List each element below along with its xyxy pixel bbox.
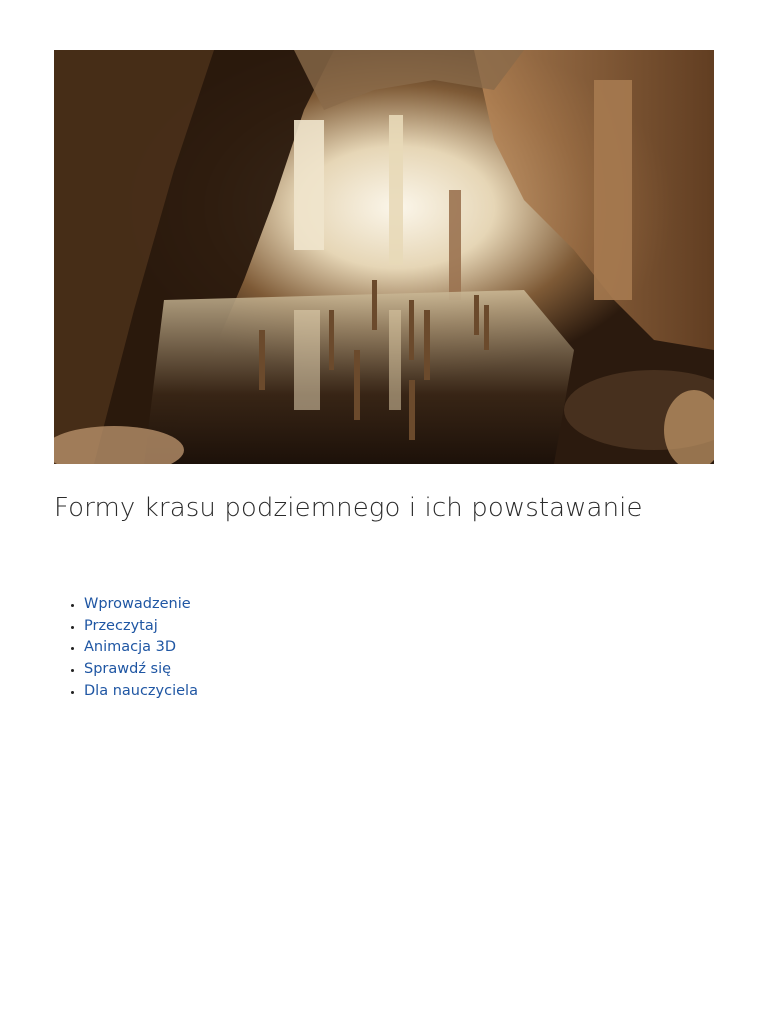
toc-item-wprowadzenie [84,594,198,616]
table-of-contents [66,594,198,703]
toc-item-przeczytaj [84,616,198,638]
toc-item-animacja-3d [84,637,198,659]
toc-link-sprawdz-sie[interactable]: Sprawdź się [84,661,172,678]
toc-link-animacja-3d[interactable]: Animacja 3D [84,639,177,656]
page-title: Formy krasu podziemnego i ich powstawanie [54,493,643,523]
cave-photo [54,50,714,464]
toc-item-dla-nauczyciela [84,681,198,703]
toc-link-przeczytaj[interactable]: Przeczytaj [84,617,158,634]
hero-image [54,50,714,464]
toc-link-wprowadzenie[interactable]: Wprowadzenie [84,596,191,612]
toc-link-dla-nauczyciela[interactable]: Dla nauczyciela [84,682,198,699]
toc-item-sprawdz-sie [84,659,198,681]
